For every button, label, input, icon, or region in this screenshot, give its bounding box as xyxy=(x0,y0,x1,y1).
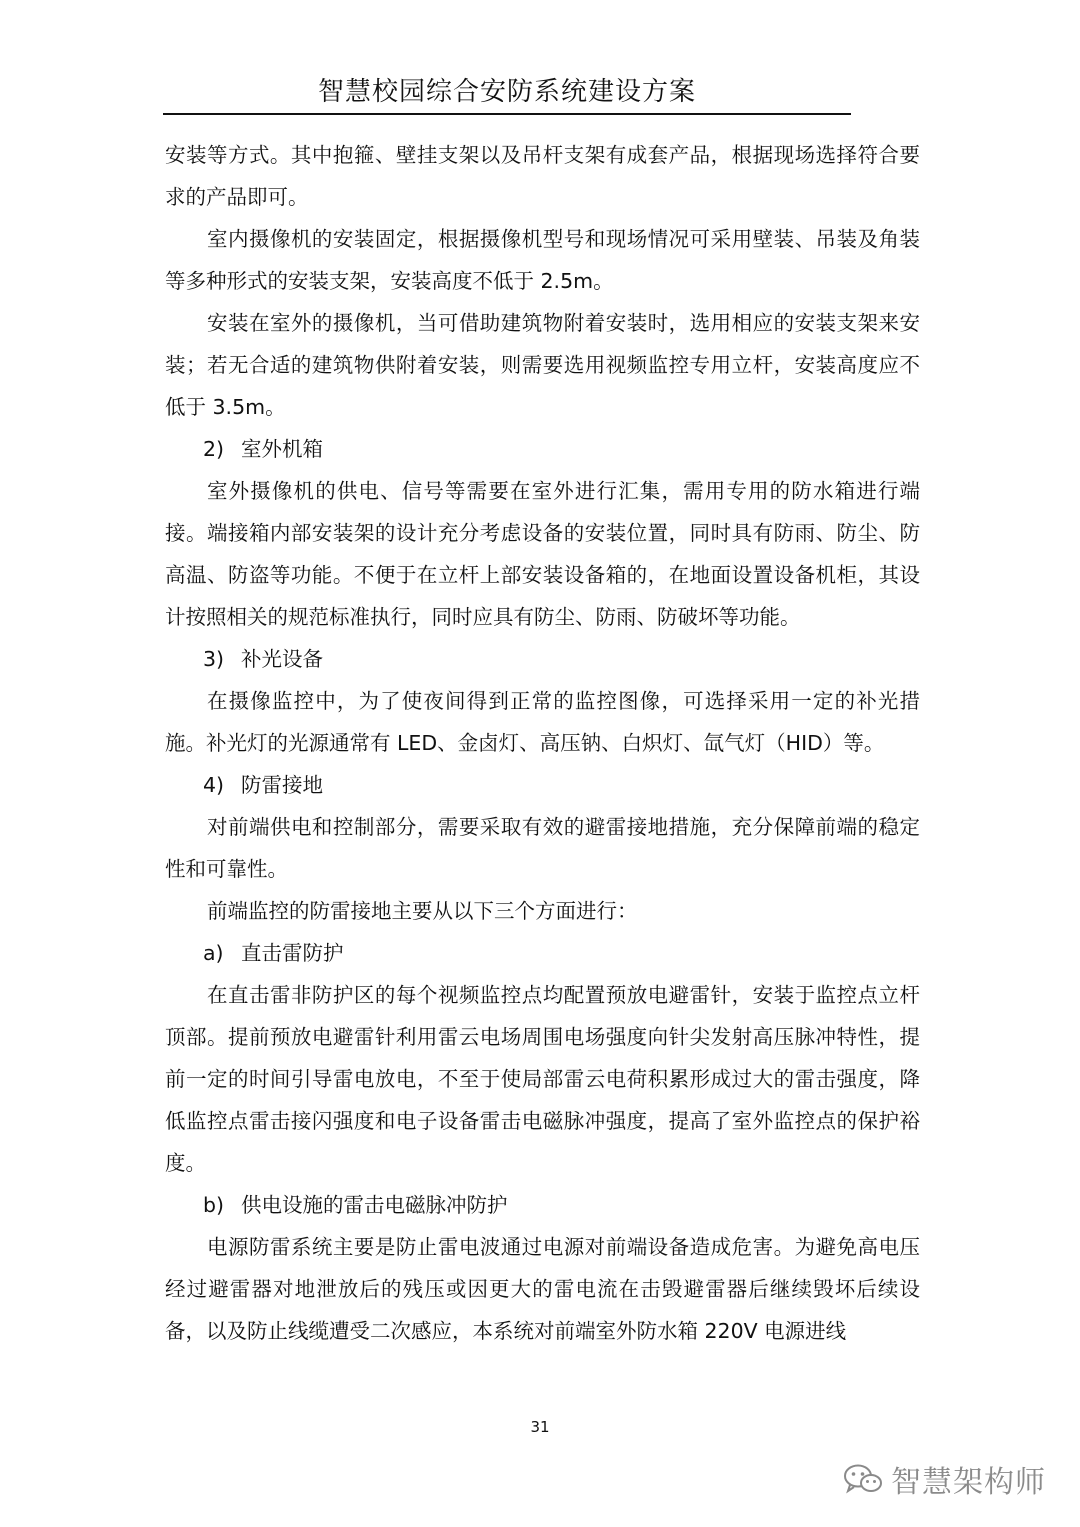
subheading xyxy=(165,638,920,680)
subheading xyxy=(165,428,920,470)
page-number: 31 xyxy=(530,1418,550,1436)
subheading-number: 3) xyxy=(203,647,225,671)
watermark xyxy=(843,1457,1046,1501)
paragraph: 前端监控的防雷接地主要从以下三个方面进行： xyxy=(207,899,638,923)
subheading-text: 补光设备 xyxy=(241,647,323,671)
paragraph: 在直击雷非防护区的每个视频监控点均配置预放电避雷针，安装于监控点立杆顶部。提前预放电避雷针利用雷云电场周围电场强度向针尖发射高压脉冲特性，提前一定的时间引导雷电放电，不至于使局部雷云电荷积累形成过大的雷击强度，降低监控点雷击接闪强度和电子设备雷击电磁脉冲强度，提高了室外监控点的保护裕度。 xyxy=(165,983,920,1175)
subheading-number: b) xyxy=(203,1193,225,1217)
subheading xyxy=(165,1184,920,1226)
subheading-number: a) xyxy=(203,941,224,965)
subheading-number: 2) xyxy=(203,437,225,461)
page-header-title: 智慧校园综合安防系统建设方案 xyxy=(317,77,696,107)
wechat-icon xyxy=(843,1463,883,1495)
document-body xyxy=(165,134,920,1352)
subheading xyxy=(165,764,920,806)
paragraph-continuation: 安装等方式。其中抱箍、壁挂支架以及吊杆支架有成套产品，根据现场选择符合要求的产品即可。 xyxy=(165,143,920,209)
header-rule xyxy=(163,113,851,115)
subheading-number: 4) xyxy=(203,773,225,797)
paragraph: 在摄像监控中，为了使夜间得到正常的监控图像，可选择采用一定的补光措施。补光灯的光源通常有 LED、金卤灯、高压钠、白炽灯、氙气灯（HID）等。 xyxy=(165,689,920,755)
paragraph: 室外摄像机的供电、信号等需要在室外进行汇集，需用专用的防水箱进行端接。端接箱内部安装架的设计充分考虑设备的安装位置，同时具有防雨、防尘、防高温、防盗等功能。不便于在立杆上部安装设备箱的，在地面设置设备机柜，其设计按照相关的规范标准执行，同时应具有防尘、防雨、防破坏等功能。 xyxy=(165,479,920,629)
subheading-text: 供电设施的雷击电磁脉冲防护 xyxy=(241,1193,508,1217)
paragraph: 电源防雷系统主要是防止雷电波通过电源对前端设备造成危害。为避免高电压经过避雷器对地泄放后的残压或因更大的雷电流在击毁避雷器后继续毁坏后续设备，以及防止线缆遭受二次感应，本系统对前端室外防水箱 220V 电源进线 xyxy=(165,1235,920,1343)
subheading-text: 防雷接地 xyxy=(241,773,323,797)
paragraph: 对前端供电和控制部分，需要采取有效的避雷接地措施，充分保障前端的稳定性和可靠性。 xyxy=(165,815,920,881)
subheading xyxy=(165,932,920,974)
subheading-text: 室外机箱 xyxy=(241,437,323,461)
watermark-text: 智慧架构师 xyxy=(891,1465,1046,1500)
paragraph: 安装在室外的摄像机，当可借助建筑物附着安装时，选用相应的安装支架来安装；若无合适的建筑物供附着安装，则需要选用视频监控专用立杆，安装高度应不低于 3.5m。 xyxy=(165,311,920,419)
paragraph: 室内摄像机的安装固定，根据摄像机型号和现场情况可采用壁装、吊装及角装等多种形式的安装支架，安装高度不低于 2.5m。 xyxy=(165,227,920,293)
subheading-text: 直击雷防护 xyxy=(241,941,344,965)
